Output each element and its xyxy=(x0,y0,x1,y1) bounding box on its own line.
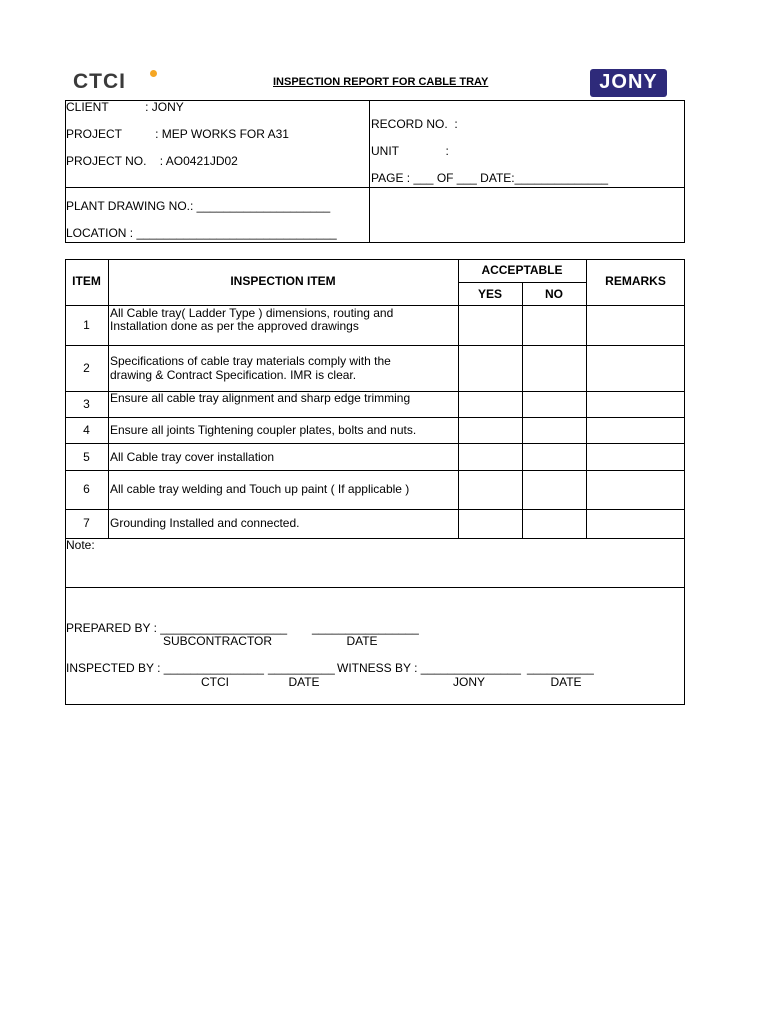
report-title: INSPECTION REPORT FOR CABLE TRAY xyxy=(273,76,489,88)
row-line-7 xyxy=(65,538,685,539)
row-2-no: 2 xyxy=(83,361,90,375)
row-2-text-1: Specifications of cable tray materials comply with the xyxy=(110,354,391,368)
client-field: CLIENT : JONY xyxy=(66,100,184,114)
row-line-3 xyxy=(65,417,685,418)
col-header-no: NO xyxy=(545,287,563,301)
row-6-text: All cable tray welding and Touch up paint ( If applicable ) xyxy=(110,482,410,496)
inspected-date-label: DATE xyxy=(288,675,320,689)
inspected-by-field: INSPECTED BY : _______________ xyxy=(66,661,264,675)
info-divider-v xyxy=(369,100,370,243)
location-field: LOCATION : ______________________________ xyxy=(66,226,337,240)
ctci-label: CTCI xyxy=(201,675,229,689)
project-field: PROJECT : MEP WORKS FOR A31 xyxy=(66,127,289,141)
row-1-text-2: Installation done as per the approved drawings xyxy=(110,319,359,333)
row-7-text: Grounding Installed and connected. xyxy=(110,516,300,530)
header-split-line xyxy=(458,282,586,283)
row-6-no: 6 xyxy=(83,482,90,496)
col-header-item: ITEM xyxy=(72,274,101,288)
witness-date-line: __________ xyxy=(527,661,594,675)
prepared-date-label: DATE xyxy=(346,634,378,648)
project-no-field: PROJECT NO. : AO0421JD02 xyxy=(66,154,238,168)
row-3-no: 3 xyxy=(83,397,90,411)
col-header-inspection: INSPECTION ITEM xyxy=(230,274,336,288)
row-line-6 xyxy=(65,509,685,510)
jony-label: JONY xyxy=(452,675,485,689)
col-header-acceptable: ACCEPTABLE xyxy=(481,263,563,277)
note-line xyxy=(65,587,685,588)
row-line-5 xyxy=(65,470,685,471)
ctci-logo-dot xyxy=(150,70,157,77)
plant-drawing-field: PLANT DRAWING NO.: ____________________ xyxy=(66,199,331,213)
page-field: PAGE : ___ OF ___ DATE:______________ xyxy=(371,171,609,185)
witness-date-label: DATE xyxy=(550,675,582,689)
col-line-item xyxy=(108,259,109,538)
row-line-4 xyxy=(65,443,685,444)
row-3-text: Ensure all cable tray alignment and sharp edge trimming xyxy=(110,391,411,405)
row-4-text: Ensure all joints Tightening coupler plates, bolts and nuts. xyxy=(110,423,417,437)
row-5-no: 5 xyxy=(83,450,90,464)
note-label: Note: xyxy=(66,538,95,552)
info-divider-h xyxy=(65,187,685,188)
ctci-logo-text: CTCI xyxy=(73,70,126,93)
witness-by-field: WITNESS BY : _______________ xyxy=(337,661,521,675)
subcontractor-label: SUBCONTRACTOR xyxy=(162,634,273,648)
row-1-no: 1 xyxy=(83,318,90,332)
unit-field: UNIT : xyxy=(371,144,449,158)
inspected-date-line: __________ xyxy=(268,661,335,675)
row-7-no: 7 xyxy=(83,516,90,530)
ctci-logo xyxy=(73,70,163,94)
record-no-field: RECORD NO. : xyxy=(371,117,458,131)
row-2-text-2: drawing & Contract Specification. IMR is clear. xyxy=(110,368,357,382)
row-5-text: All Cable tray cover installation xyxy=(110,450,275,464)
col-line-yes xyxy=(522,282,523,538)
jony-logo: JONY xyxy=(590,69,667,97)
row-1-text-1: All Cable tray( Ladder Type ) dimensions, routing and xyxy=(110,306,394,320)
prepared-date-line: ________________ xyxy=(312,621,419,635)
row-4-no: 4 xyxy=(83,423,90,437)
col-line-no xyxy=(586,259,587,538)
prepared-by-field: PREPARED BY : ___________________ xyxy=(66,621,288,635)
col-header-remarks: REMARKS xyxy=(605,274,666,288)
row-line-1 xyxy=(65,345,685,346)
col-header-yes: YES xyxy=(477,287,502,301)
